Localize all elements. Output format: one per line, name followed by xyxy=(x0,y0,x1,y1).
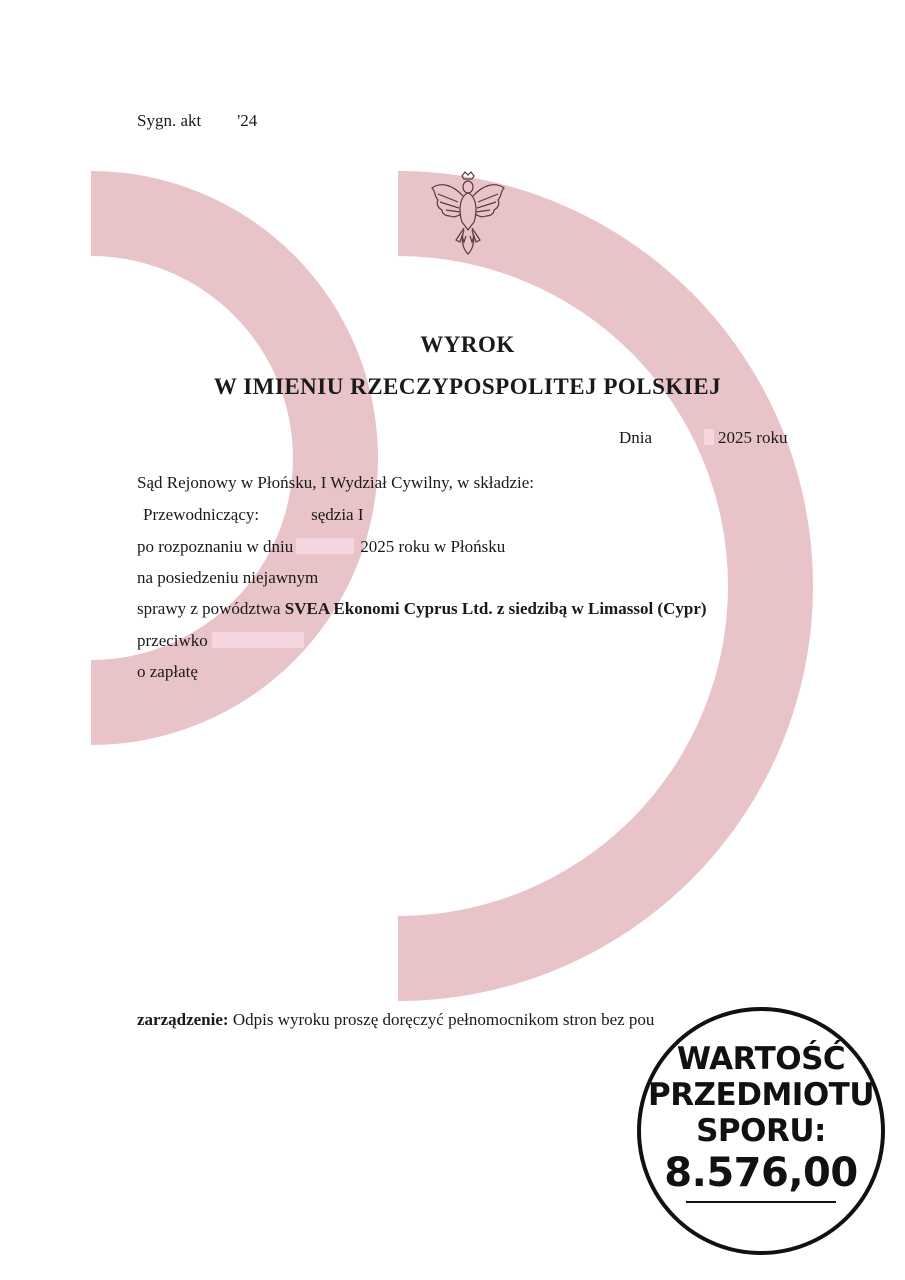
court-order xyxy=(137,1009,654,1031)
case-ref-label: Sygn. akt xyxy=(137,111,202,130)
plaintiff-name: SVEA Ekonomi Cyprus Ltd. z siedzibą w Limassol (Cypr) xyxy=(284,599,707,618)
stamp-amount: 8.576,00 xyxy=(664,1150,858,1196)
session-type: na posiedzeniu niejawnym xyxy=(137,568,319,587)
hearing-date: po rozpoznaniu w dniu 2025 roku w Płońsku xyxy=(137,537,506,556)
presiding-judge: Przewodniczący: sędzia I xyxy=(143,505,364,524)
order-label: zarządzenie: xyxy=(137,1010,229,1029)
judgment-title: WYROK xyxy=(420,332,515,357)
claim-value-stamp xyxy=(637,1007,885,1255)
polish-eagle-emblem-icon xyxy=(428,170,508,256)
claim-subject: o zapłatę xyxy=(137,662,198,681)
case-ref-suffix: '24 xyxy=(237,111,258,130)
order-text: Odpis wyroku proszę doręczyć pełnomocnikom stron bez pou xyxy=(232,1010,655,1029)
case-reference xyxy=(137,110,257,132)
defendant-line: przeciwko xyxy=(137,630,304,652)
judgment-date: Dnia 2025 roku xyxy=(619,428,788,447)
redacted-date xyxy=(704,429,714,445)
stamp-line-3: SPORU: xyxy=(696,1113,826,1149)
court-composition: Sąd Rejonowy w Płońsku, I Wydział Cywilny, w składzie: xyxy=(137,473,535,492)
stamp-underline xyxy=(686,1201,836,1203)
redacted-hearing-date xyxy=(296,538,354,554)
judgment-subtitle: W IMIENIU RZECZYPOSPOLITEJ POLSKIEJ xyxy=(213,374,722,399)
stamp-line-1: WARTOŚĆ xyxy=(676,1041,846,1077)
redacted-defendant xyxy=(212,632,304,648)
stamp-line-2: PRZEDMIOTU xyxy=(647,1077,875,1113)
claim-line: sprawy z powództwa SVEA Ekonomi Cyprus Ltd. z siedzibą w Limassol (Cypr) xyxy=(137,599,707,618)
